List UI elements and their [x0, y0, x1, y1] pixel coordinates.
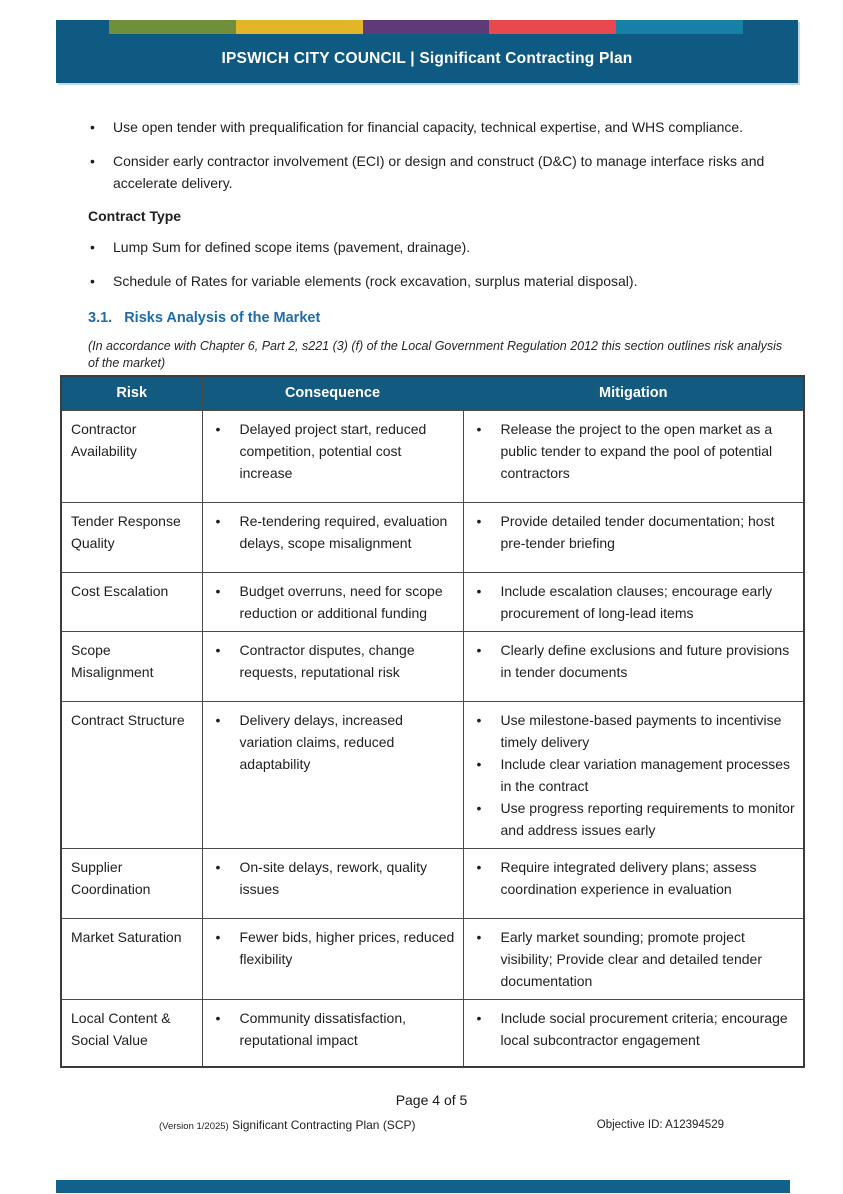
footer-meta-row [0, 1118, 843, 1136]
consequence-cell-list [203, 709, 457, 775]
consequence-cell [202, 701, 463, 848]
mitigation-cell [463, 410, 804, 502]
mitigation-cell-list [464, 639, 798, 683]
consequence-cell-list [203, 1007, 457, 1051]
table-row [61, 848, 804, 918]
mitigation-cell-list [464, 709, 798, 841]
bullet-item: • Delayed project start, reduced competition, potential cost increase [203, 418, 457, 484]
bullet-item: • Release the project to the open market as a public tender to expand the pool of potential contractors [464, 418, 798, 484]
version-prefix: (Version 1/2025) [159, 1121, 229, 1132]
table-row [61, 410, 804, 502]
bullet-item: • Require integrated delivery plans; assess coordination experience in evaluation [464, 856, 798, 900]
section-note: (In accordance with Chapter 6, Part 2, s221 (3) (f) of the Local Government Regulation 2012 this section outlines risk analysis of the market) [88, 339, 783, 370]
consequence-cell [202, 848, 463, 918]
column-header-risk: Risk [61, 376, 202, 410]
table-row [61, 701, 804, 848]
table-row [61, 502, 804, 572]
contract-type-heading: Contract Type [88, 208, 182, 224]
mitigation-cell-list [464, 926, 798, 992]
consequence-cell-list [203, 639, 457, 683]
consequence-cell [202, 502, 463, 572]
bullet-item: • Delivery delays, increased variation claims, reduced adaptability [203, 709, 457, 775]
risk-cell: Tender Response Quality [61, 502, 202, 572]
consequence-cell [202, 999, 463, 1067]
bullet-item: • Lump Sum for defined scope items (pavement, drainage). [88, 236, 788, 258]
contract-type-bullet-list [88, 236, 788, 292]
risk-table-header [61, 376, 804, 410]
bullet-item: • Early market sounding; promote project visibility; Provide clear and detailed tender documentation [464, 926, 798, 992]
mitigation-cell [463, 701, 804, 848]
bullet-item: • Use progress reporting requirements to monitor and address issues early [464, 797, 798, 841]
table-row [61, 631, 804, 701]
bullet-item: • Contractor disputes, change requests, reputational risk [203, 639, 457, 683]
bullet-item: • Use open tender with prequalification for financial capacity, technical expertise, and WHS compliance. [88, 116, 788, 138]
mitigation-cell-list [464, 1007, 798, 1051]
page-number: Page 4 of 5 [395, 1092, 468, 1108]
bullet-item: • Community dissatisfaction, reputational impact [203, 1007, 457, 1051]
mitigation-cell [463, 918, 804, 999]
column-header-mitigation: Mitigation [463, 376, 804, 410]
consequence-cell [202, 918, 463, 999]
bullet-item: • Use milestone-based payments to incentivise timely delivery [464, 709, 798, 753]
consequence-cell-list [203, 580, 457, 624]
brand-strip-segment-5 [616, 20, 743, 34]
table-row [61, 572, 804, 631]
table-row [61, 999, 804, 1067]
bullet-item: • Schedule of Rates for variable elements (rock excavation, surplus material disposal). [88, 270, 788, 292]
bullet-item: • Budget overruns, need for scope reduction or additional funding [203, 580, 457, 624]
header-title: IPSWICH CITY COUNCIL | Significant Contracting Plan [221, 49, 633, 67]
consequence-cell [202, 410, 463, 502]
bullet-item: • Fewer bids, higher prices, reduced flexibility [203, 926, 457, 970]
objective-id-label: Objective ID: A12394529 [596, 1119, 724, 1131]
risk-cell: Scope Misalignment [61, 631, 202, 701]
mitigation-cell-list [464, 418, 798, 484]
bullet-item: • Provide detailed tender documentation; host pre-tender briefing [464, 510, 798, 554]
risk-cell: Cost Escalation [61, 572, 202, 631]
bullet-item: • Consider early contractor involvement (ECI) or design and construct (D&C) to manage interface risks and accelerate delivery. [88, 150, 788, 194]
document-label: Significant Contracting Plan (SCP) [232, 1118, 416, 1132]
consequence-cell-list [203, 856, 457, 900]
brand-strip-segment-4 [489, 20, 616, 34]
column-header-consequence: Consequence [202, 376, 463, 410]
mitigation-cell-list [464, 580, 798, 624]
brand-strip-segment-1 [109, 20, 236, 34]
bullet-item: • On-site delays, rework, quality issues [203, 856, 457, 900]
brand-strip-segment-3 [363, 20, 490, 34]
consequence-cell-list [203, 418, 457, 484]
consequence-cell-list [203, 926, 457, 970]
consequence-cell-list [203, 510, 457, 554]
brand-strip-segment-2 [236, 20, 363, 34]
bullet-item: • Re-tendering required, evaluation delays, scope misalignment [203, 510, 457, 554]
risk-cell: Contractor Availability [61, 410, 202, 502]
mitigation-cell [463, 848, 804, 918]
procurement-bullet-list [88, 116, 788, 194]
bullet-item: • Clearly define exclusions and future provisions in tender documents [464, 639, 798, 683]
risk-analysis-table [60, 375, 805, 1068]
bullet-item: • Include social procurement criteria; encourage local subcontractor engagement [464, 1007, 798, 1051]
document-body [88, 116, 788, 372]
mitigation-cell [463, 631, 804, 701]
consequence-cell [202, 572, 463, 631]
mitigation-cell [463, 999, 804, 1067]
mitigation-cell [463, 572, 804, 631]
consequence-cell [202, 631, 463, 701]
risk-cell: Local Content & Social Value [61, 999, 202, 1067]
bullet-item: • Include clear variation management processes in the contract [464, 753, 798, 797]
brand-color-strip [109, 20, 743, 34]
mitigation-cell [463, 502, 804, 572]
section-number: 3.1. [88, 310, 113, 326]
section-title: Risks Analysis of the Market [124, 310, 321, 326]
footer-version-label [159, 1118, 415, 1132]
page-header-band [56, 20, 798, 83]
table-row [61, 918, 804, 999]
bullet-item: • Include escalation clauses; encourage early procurement of long-lead items [464, 580, 798, 624]
section-heading [88, 307, 788, 329]
mitigation-cell-list [464, 510, 798, 554]
risk-cell: Contract Structure [61, 701, 202, 848]
risk-cell: Market Saturation [61, 918, 202, 999]
mitigation-cell-list [464, 856, 798, 900]
footer-color-bar [56, 1180, 790, 1193]
risk-cell: Supplier Coordination [61, 848, 202, 918]
